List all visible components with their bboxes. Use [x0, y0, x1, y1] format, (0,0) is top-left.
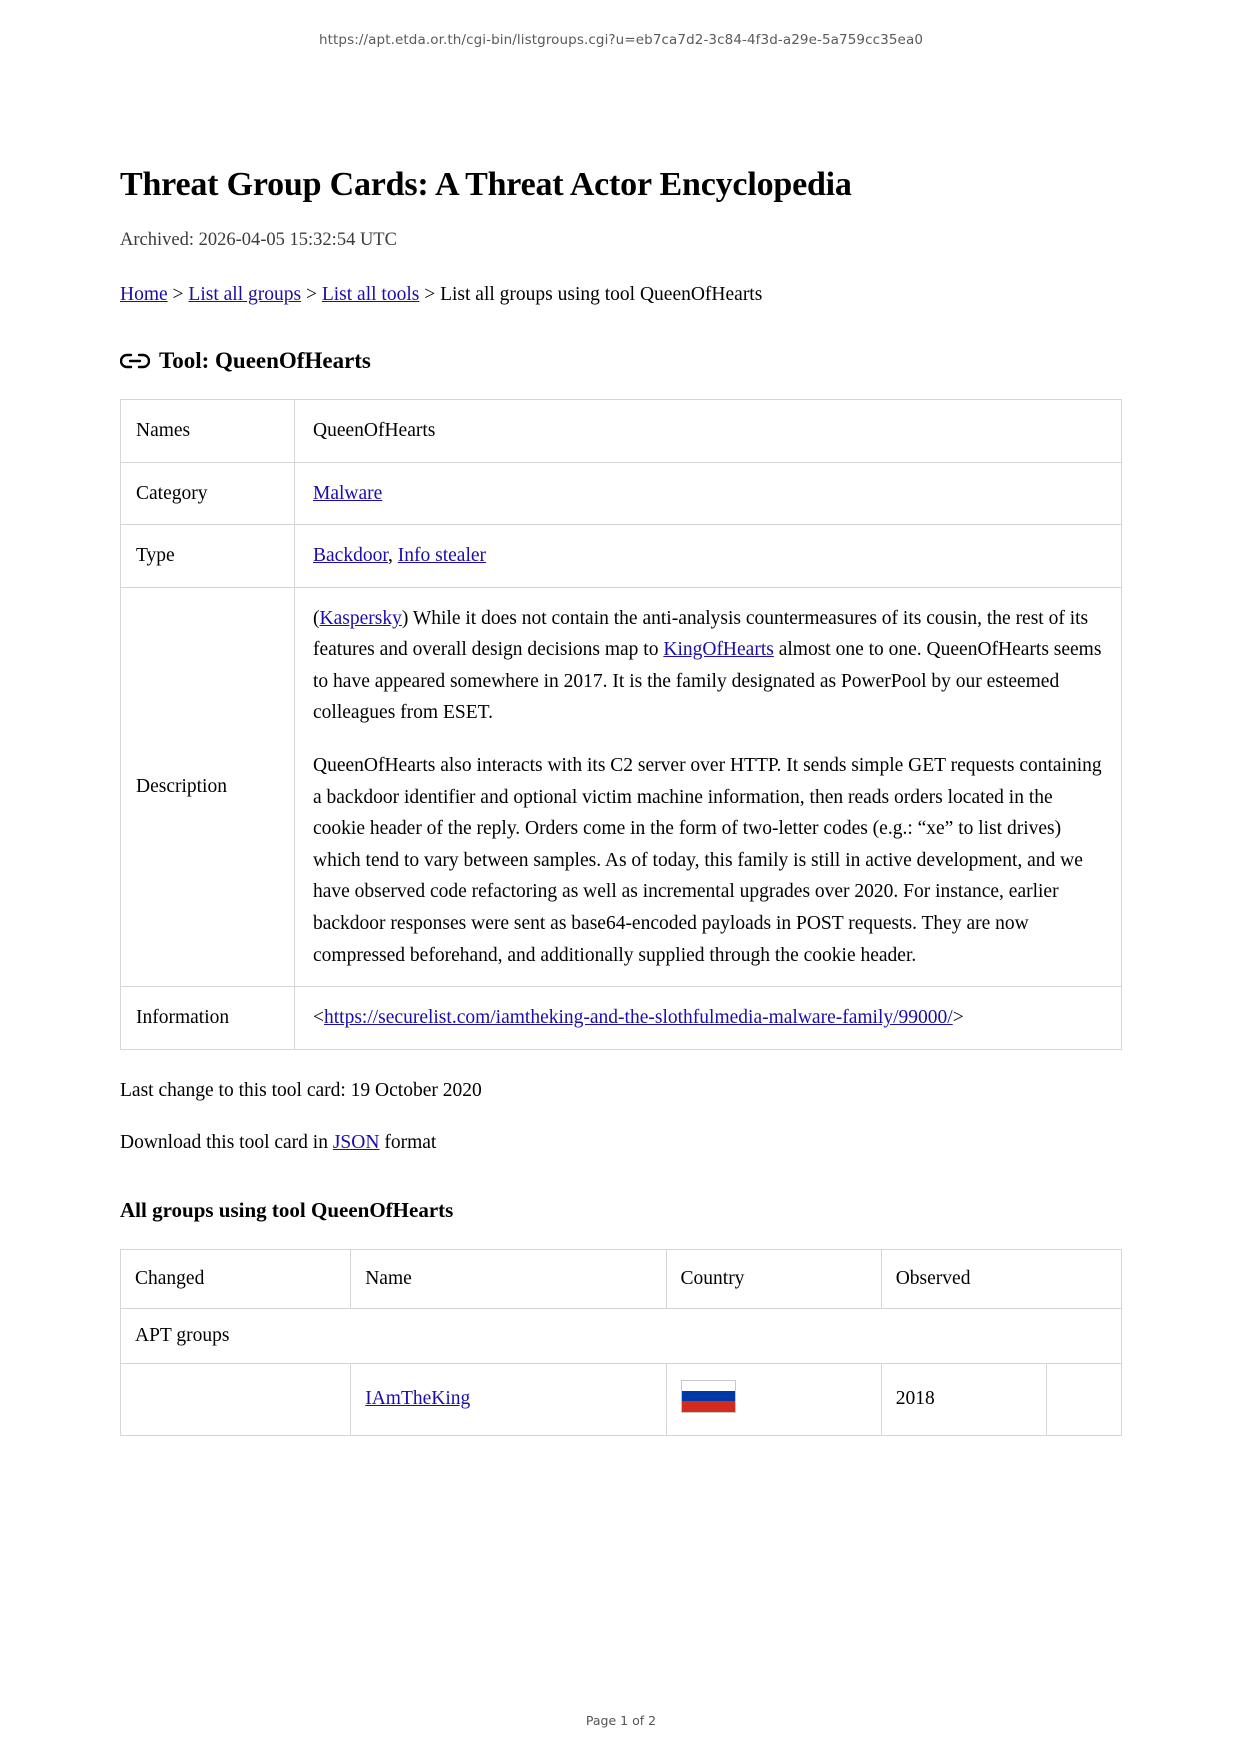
- groups-header-changed: Changed: [121, 1249, 351, 1308]
- tool-card-table: [120, 399, 1122, 1050]
- groups-section-row: [121, 1308, 1122, 1363]
- breadcrumb-link-list-groups[interactable]: List all groups: [188, 284, 302, 305]
- table-row-description: [121, 587, 1122, 986]
- information-link[interactable]: https://securelist.com/iamtheking-and-the-slothfulmedia-malware-family/99000/: [324, 1007, 953, 1029]
- names-value: QueenOfHearts: [295, 400, 1122, 463]
- groups-header-country: Country: [666, 1249, 881, 1308]
- tool-heading: [120, 348, 1122, 374]
- download-prefix: Download this tool card in: [120, 1131, 333, 1153]
- groups-section-label: APT groups: [121, 1308, 1122, 1363]
- type-value: [295, 525, 1122, 588]
- description-paragraph-2: QueenOfHearts also interacts with its C2 server over HTTP. It sends simple GET requests containing a backdoor identifier and optional victim machine information, then reads orders located in the cookie header of the reply. Orders come in the form of two-letter codes (e.g.: “xe” to list drives) which tend to vary between samples. As of today, this family is still in active development, and we have observed code refactoring as well as incremental upgrades over 2020. For instance, earlier backdoor responses were sent as base64-encoded payloads in POST requests. They are now compressed beforehand, and additionally supplied through the cookie header.: [313, 755, 1102, 966]
- group-changed: [121, 1363, 351, 1435]
- table-row-names: [121, 400, 1122, 463]
- description-paragraph-1: [313, 603, 1103, 729]
- link-icon: [120, 350, 150, 372]
- group-observed: 2018: [881, 1363, 1046, 1435]
- groups-table: [120, 1249, 1122, 1436]
- breadcrumb-sep-3: >: [419, 284, 441, 305]
- desc-paren-open: (: [313, 607, 320, 629]
- category-link-malware[interactable]: Malware: [313, 482, 383, 504]
- archived-timestamp: Archived: 2026-04-05 15:32:54 UTC: [120, 230, 397, 250]
- description-link-kingofhearts[interactable]: KingOfHearts: [663, 639, 774, 661]
- group-country: [666, 1363, 881, 1435]
- description-label: Description: [121, 587, 295, 986]
- table-row-type: [121, 525, 1122, 588]
- information-value: [295, 987, 1122, 1050]
- description-value: [295, 587, 1122, 986]
- groups-section-title: All groups using tool QueenOfHearts: [120, 1197, 454, 1222]
- tool-title: Tool: QueenOfHearts: [159, 348, 371, 373]
- names-label: Names: [121, 400, 295, 463]
- table-row-information: [121, 987, 1122, 1050]
- breadcrumb: [120, 284, 1122, 306]
- table-row-category: [121, 462, 1122, 525]
- groups-header-row: [121, 1249, 1122, 1308]
- information-label: Information: [121, 987, 295, 1050]
- flag-russia-icon: [681, 1380, 736, 1413]
- breadcrumb-current: List all groups using tool QueenOfHearts: [440, 284, 763, 305]
- desc-text-a: ) While it does not contain the anti-analysis countermeasures of its cousin, the rest of its features and overall design decisions map to: [313, 607, 1089, 661]
- category-value: [295, 462, 1122, 525]
- last-change-text: Last change to this tool card: 19 October 2020: [120, 1079, 482, 1101]
- groups-header-name: Name: [351, 1249, 666, 1308]
- groups-header-observed: Observed: [881, 1249, 1121, 1308]
- category-label: Category: [121, 462, 295, 525]
- url-bar: https://apt.etda.or.th/cgi-bin/listgroups.cgi?u=eb7ca7d2-3c84-4f3d-a29e-5a759cc35ea0: [318, 32, 924, 48]
- group-link-iamtheking[interactable]: IAmTheKing: [365, 1388, 471, 1410]
- breadcrumb-sep-2: >: [301, 284, 322, 305]
- download-suffix: format: [379, 1131, 437, 1153]
- download-json-link[interactable]: JSON: [332, 1131, 380, 1153]
- page-title: Threat Group Cards: A Threat Actor Encyclopedia: [120, 166, 852, 203]
- breadcrumb-sep-1: >: [167, 284, 189, 305]
- type-separator: ,: [388, 545, 398, 567]
- download-line: [120, 1132, 1122, 1154]
- group-extra: [1046, 1363, 1121, 1435]
- document-content: [0, 166, 1242, 1436]
- desc-text-b: almost one to one. QueenOfHearts seems to have appeared somewhere in 2017. It is the family designated as PowerPool by our esteemed colleagues from ESET.: [313, 639, 1102, 724]
- breadcrumb-link-home[interactable]: Home: [120, 284, 168, 305]
- breadcrumb-link-list-tools[interactable]: List all tools: [321, 284, 420, 305]
- group-name: [351, 1363, 666, 1435]
- type-link-backdoor[interactable]: Backdoor: [313, 545, 389, 567]
- info-bracket-open: <: [313, 1007, 324, 1029]
- description-link-kaspersky[interactable]: Kaspersky: [319, 607, 402, 629]
- table-row: [121, 1363, 1122, 1435]
- page-footer: Page 1 of 2: [585, 1713, 657, 1728]
- info-bracket-close: >: [952, 1007, 964, 1029]
- type-label: Type: [121, 525, 295, 588]
- type-link-info-stealer[interactable]: Info stealer: [397, 545, 487, 567]
